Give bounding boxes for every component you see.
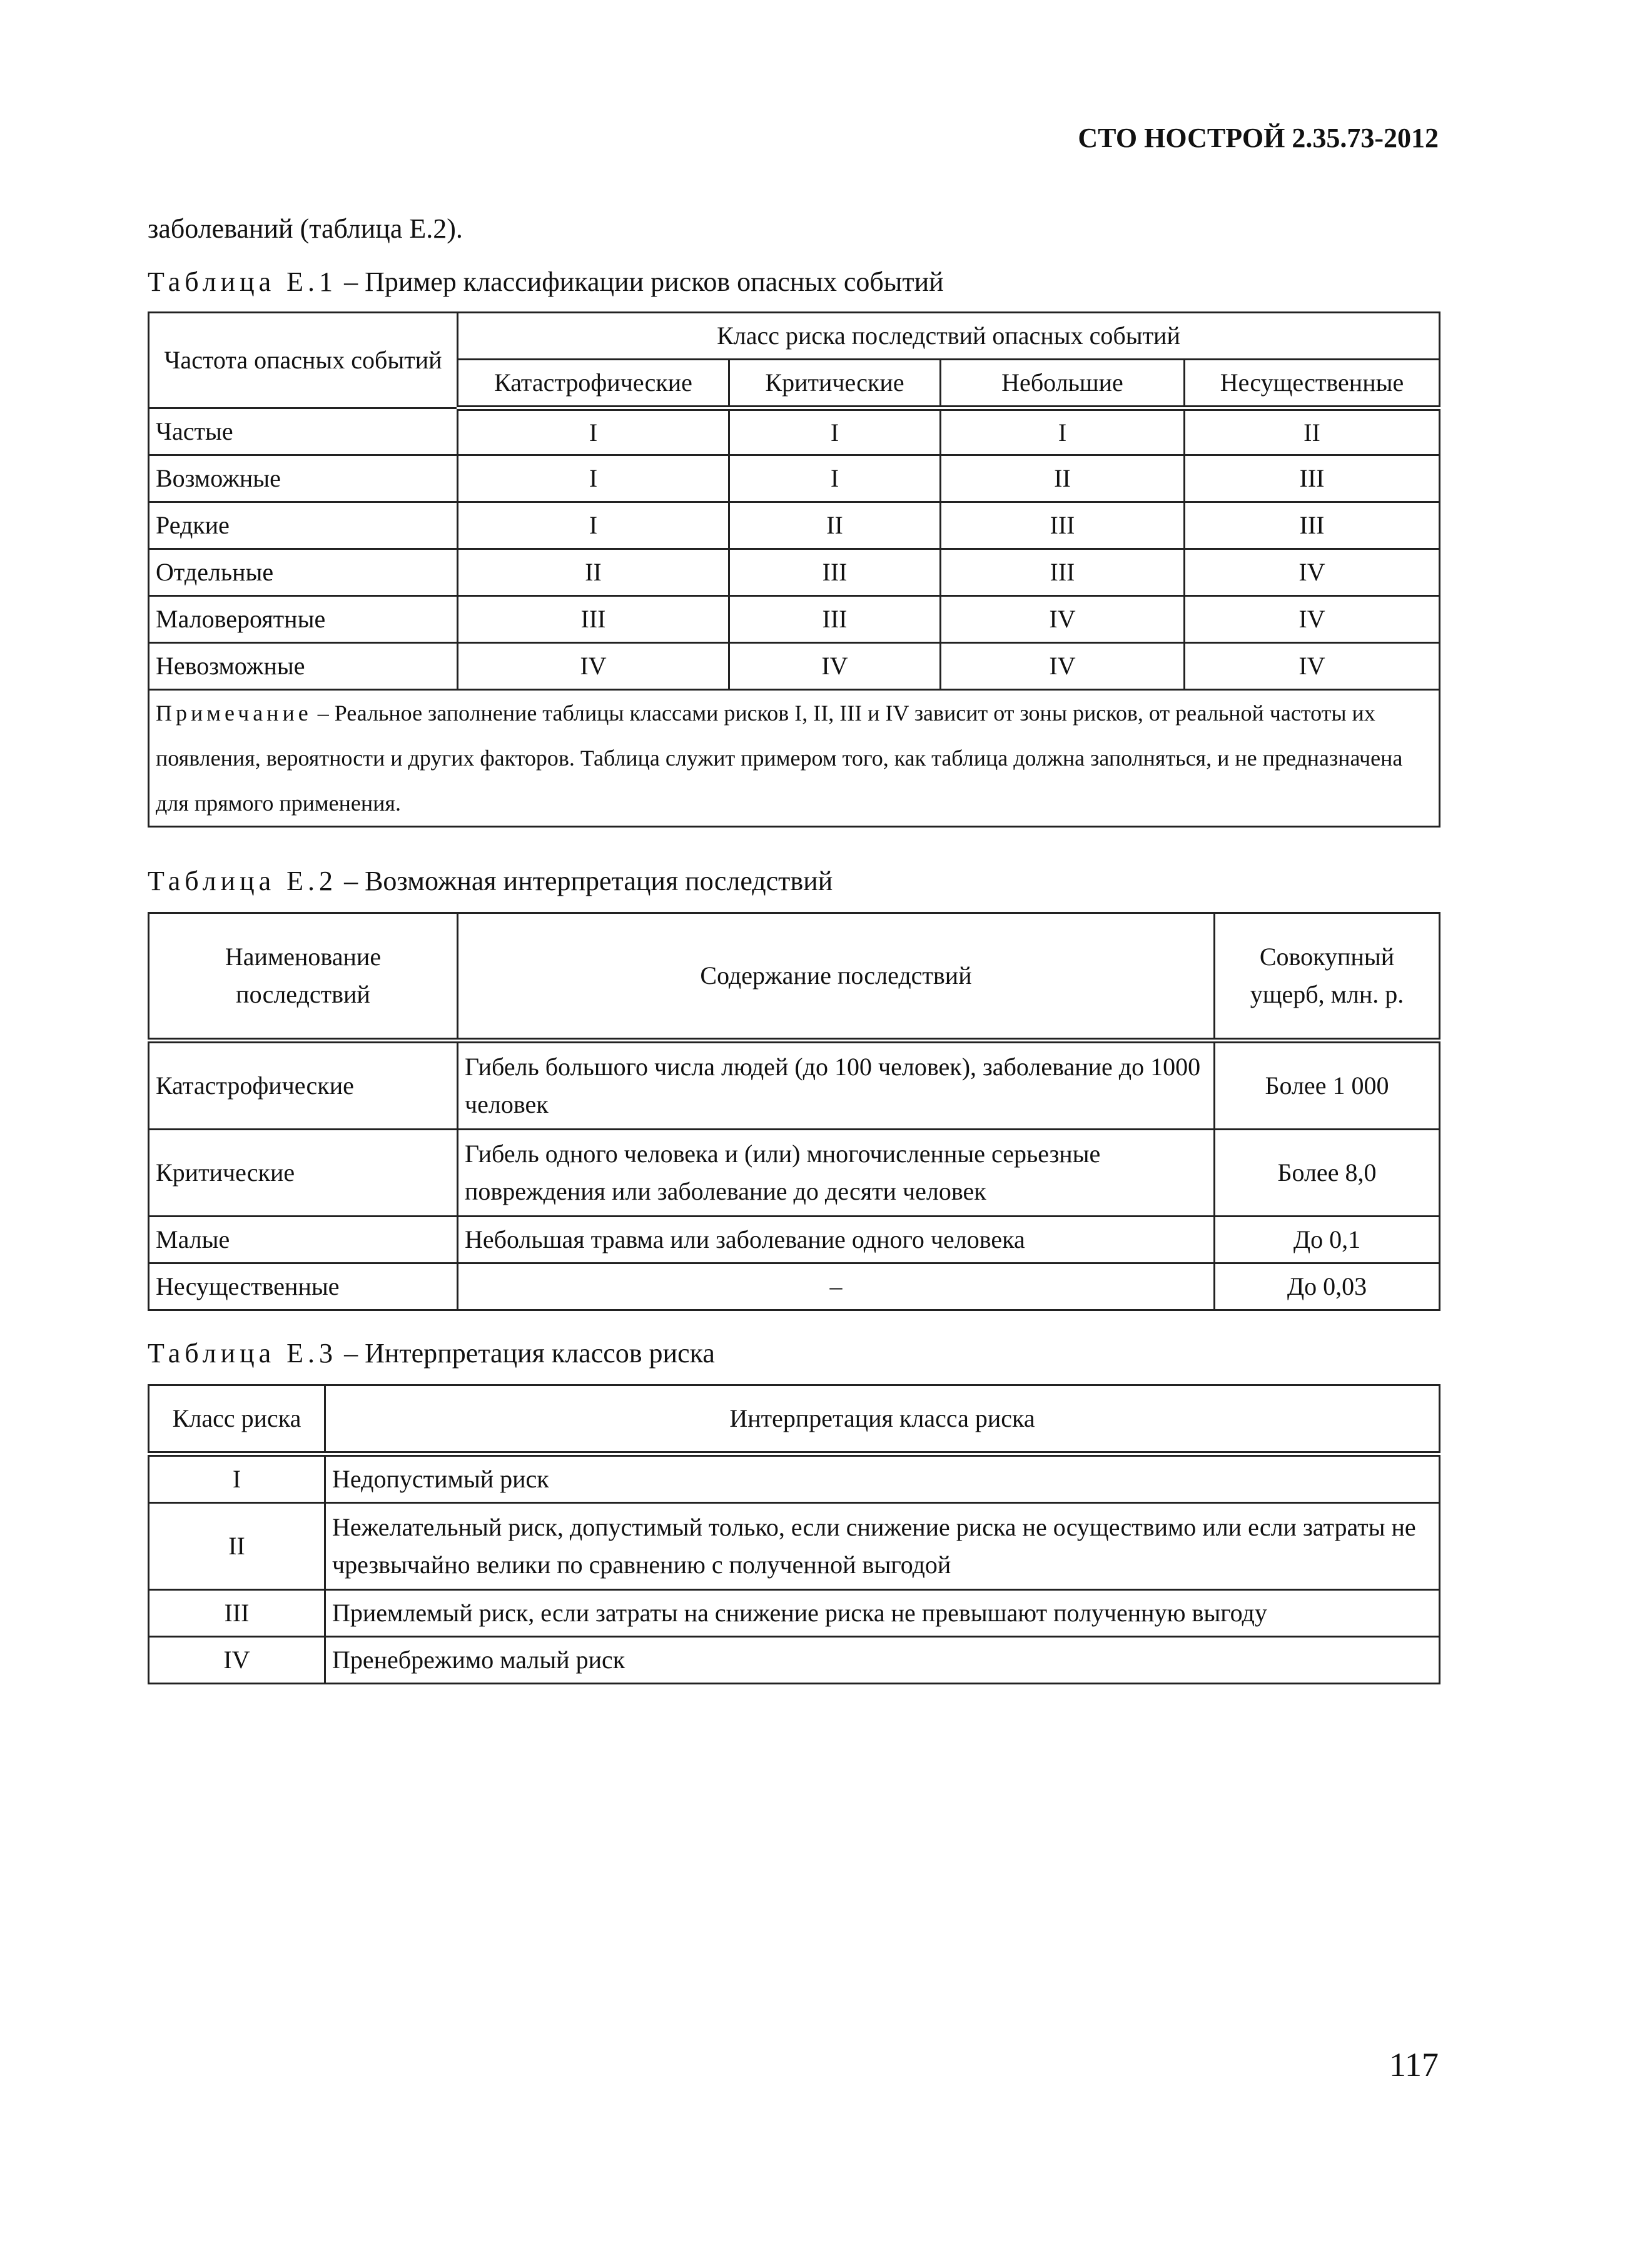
risk-class-text: Недопустимый риск [325,1454,1440,1503]
table1-caption-text: – Пример классификации рисков опасных событий [337,266,944,297]
table3-caption [148,1337,715,1369]
consequences-interpretation-table [148,912,1440,1311]
table1-note [149,690,1440,827]
table-row [149,1503,1440,1590]
table1-caption [148,266,944,298]
consequence-damage: Более 8,0 [1215,1130,1440,1217]
consequence-damage: Более 1 000 [1215,1041,1440,1130]
table1-header-frequency: Частота опасных событий [149,313,458,408]
intro-text: заболеваний (таблица Е.2). [148,213,463,244]
table2-caption-text: – Возможная интерпретация последствий [337,866,833,896]
risk-class-cell: III [1185,455,1440,502]
table1-caption-prefix: Таблица Е.1 [148,266,338,297]
table-row [149,596,1440,643]
table1-subheader-insignificant: Несущественные [1185,360,1440,408]
consequence-content: Гибель одного человека и (или) многочисленные серьезные повреждения или заболевание до десяти человек [458,1130,1215,1217]
table1-subheader-critical: Критические [729,360,941,408]
risk-class-text: Нежелательный риск, допустимый только, если снижение риска не осуществимо или если затраты не чрезвычайно велики по сравнению с полученной выгодой [325,1503,1440,1590]
table-row [149,455,1440,502]
risk-class-cell: I [458,408,729,455]
row-label: Частые [149,408,458,455]
table3-header-interpretation: Интерпретация класса риска [325,1385,1440,1454]
table-row [149,1263,1440,1310]
note-text: – Реальное заполнение таблицы классами рисков I, II, III и IV зависит от зоны рисков, от реальной частоты их появления, вероятности и других факторов. Таблица служит примером того, как таблица должна заполняться, и не предназначена для прямого применения. [156,701,1403,816]
table2-header-content: Содержание последствий [458,913,1215,1041]
risk-class-cell: IV [941,596,1185,643]
risk-class-cell: II [941,455,1185,502]
risk-class-value: IV [149,1637,325,1684]
risk-class-cell: I [458,455,729,502]
table-row [149,643,1440,690]
risk-class-cell: I [458,502,729,549]
risk-class-cell: II [458,549,729,596]
risk-classification-table [148,311,1440,828]
table1-header-group: Класс риска последствий опасных событий [458,313,1440,360]
table-row [149,1217,1440,1263]
consequence-damage: До 0,1 [1215,1217,1440,1263]
table3-header-class: Класс риска [149,1385,325,1454]
risk-class-value: II [149,1503,325,1590]
consequence-damage: До 0,03 [1215,1263,1440,1310]
document-code: СТО НОСТРОЙ 2.35.73-2012 [1078,123,1439,153]
risk-class-cell: IV [1185,549,1440,596]
table-row [149,408,1440,455]
table3-caption-prefix: Таблица Е.3 [148,1338,338,1369]
risk-class-interpretation-table [148,1384,1440,1684]
consequence-content: – [458,1263,1215,1310]
row-label: Отдельные [149,549,458,596]
risk-class-cell: III [941,549,1185,596]
risk-class-text: Приемлемый риск, если затраты на снижение риска не превышают полученную выгоду [325,1590,1440,1637]
consequence-name: Несущественные [149,1263,458,1310]
page-number: 117 [1389,2046,1439,2083]
table1-subheader-small: Небольшие [941,360,1185,408]
table-row [149,1590,1440,1637]
note-label: Примечание [156,701,312,726]
table-row [149,549,1440,596]
table1-subheader-catastrophic: Катастрофические [458,360,729,408]
risk-class-cell: II [729,502,941,549]
row-label: Возможные [149,455,458,502]
consequence-name: Катастрофические [149,1041,458,1130]
table3-header-row [149,1385,1440,1454]
consequence-content: Гибель большого числа людей (до 100 человек), заболевание до 1000 человек [458,1041,1215,1130]
table1-note-row [149,690,1440,827]
risk-class-cell: II [1185,408,1440,455]
risk-class-cell: III [1185,502,1440,549]
table-row [149,1041,1440,1130]
risk-class-value: I [149,1454,325,1503]
consequence-content: Небольшая травма или заболевание одного человека [458,1217,1215,1263]
table-row [149,1454,1440,1503]
table2-header-row [149,913,1440,1041]
table-row [149,1130,1440,1217]
consequence-name: Критические [149,1130,458,1217]
table2-header-damage: Совокупный ущерб, млн. р. [1215,913,1440,1041]
row-label: Редкие [149,502,458,549]
risk-class-cell: III [941,502,1185,549]
risk-class-cell: III [458,596,729,643]
risk-class-cell: III [729,596,941,643]
risk-class-cell: I [729,455,941,502]
risk-class-cell: IV [1185,643,1440,690]
risk-class-value: III [149,1590,325,1637]
table3-caption-text: – Интерпретация классов риска [337,1338,715,1369]
risk-class-cell: IV [941,643,1185,690]
row-label: Маловероятные [149,596,458,643]
risk-class-cell: IV [729,643,941,690]
table-row [149,1637,1440,1684]
table1-header-row-1 [149,313,1440,360]
risk-class-cell: I [729,408,941,455]
table-row [149,502,1440,549]
row-label: Невозможные [149,643,458,690]
risk-class-cell: III [729,549,941,596]
risk-class-cell: I [941,408,1185,455]
table2-header-name: Наименование последствий [149,913,458,1041]
risk-class-cell: IV [458,643,729,690]
table2-caption [148,865,833,897]
risk-class-cell: IV [1185,596,1440,643]
consequence-name: Малые [149,1217,458,1263]
table2-caption-prefix: Таблица Е.2 [148,866,338,896]
risk-class-text: Пренебрежимо малый риск [325,1637,1440,1684]
